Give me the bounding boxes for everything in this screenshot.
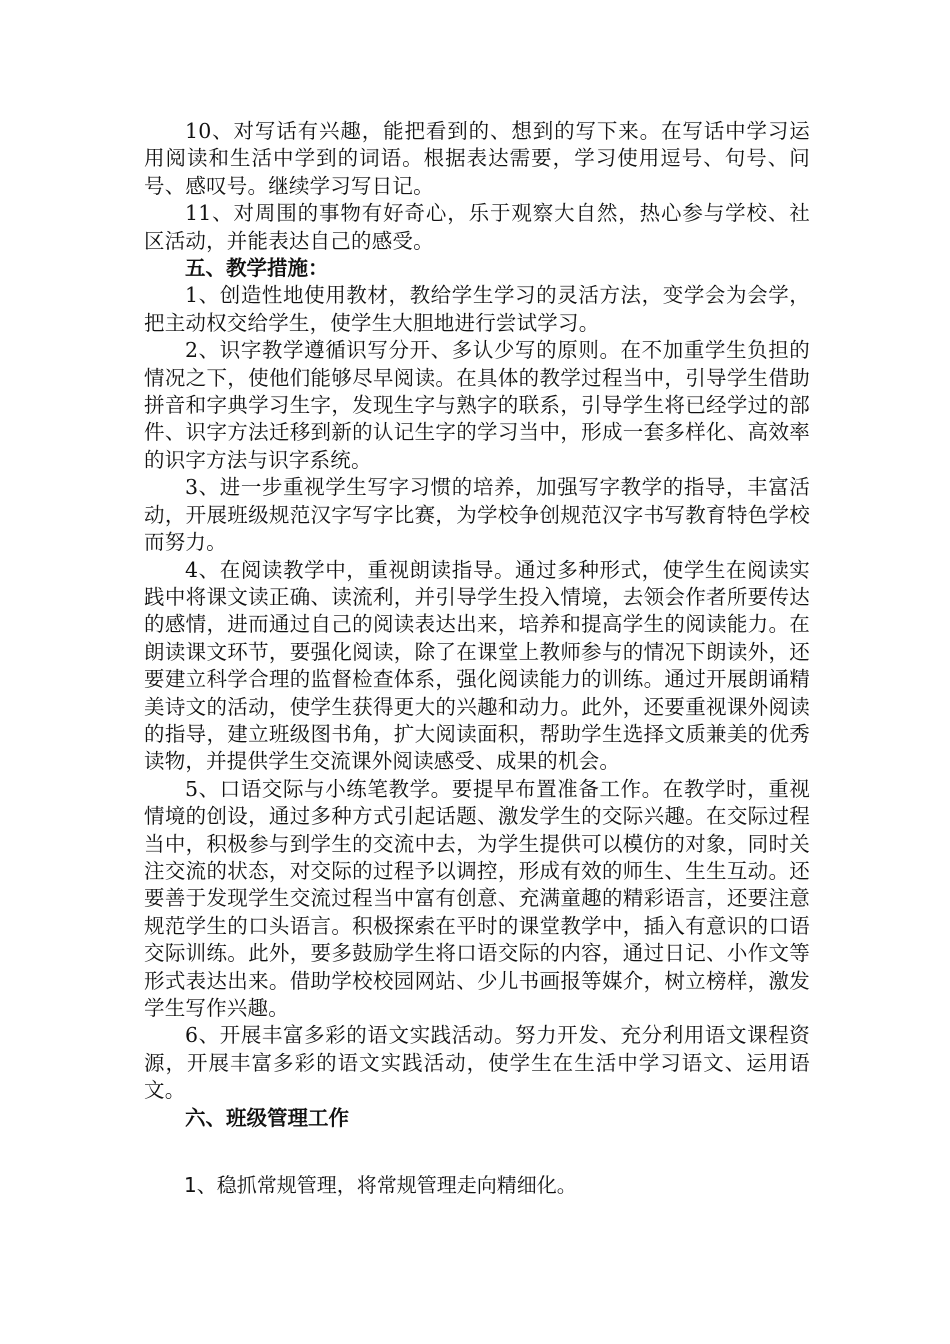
section-heading-class-management: 六、班级管理工作	[185, 1105, 349, 1130]
management-item-1: 1、稳抓常规管理，将常规管理走向精细化。	[184, 1173, 577, 1198]
document-page	[144, 118, 810, 1199]
measure-item-1: 1、创造性地使用教材，教给学生学习的灵活方法，变学会为会学，把主动权交给学生，使学生大胆地进行尝试学习。	[144, 283, 810, 335]
measure-item-5: 5、口语交际与小练笔教学。要提早布置准备工作。在教学时，重视情境的创设，通过多种方式引起话题、激发学生的交际兴趣。在交际过程当中，积极参与到学生的交流中去，为学生提供可以模仿的对象，同时关注交流的状态，对交际的过程予以调控，形成有效的师生、生生互动。还要善于发现学生交流过程当中富有创意、充满童趣的精彩语言，还要注意规范学生的口头语言。积极探索在平时的课堂教学中，插入有意识的口语交际训练。此外，要多鼓励学生将口语交际的内容，通过日记、小作文等形式表达出来。借助学校校园网站、少儿书画报等媒介，树立榜样，激发学生写作兴趣。	[144, 776, 810, 1020]
measure-item-3: 3、进一步重视学生写字习惯的培养，加强写字教学的指导，丰富活动，开展班级规范汉字写字比赛，为学校争创规范汉字书写教育特色学校而努力。	[144, 475, 810, 555]
paragraph-item-10: 10、对写话有兴趣，能把看到的、想到的写下来。在写话中学习运用阅读和生活中学到的词语。根据表达需要，学习使用逗号、句号、问号、感叹号。继续学习写日记。	[144, 119, 810, 198]
measure-item-4: 4、在阅读教学中，重视朗读指导。通过多种形式，使学生在阅读实践中将课文读正确、读流利，并引导学生投入情境，去领会作者所要传达的感情，进而通过自己的阅读表达出来，培养和提高学生的阅读能力。在朗读课文环节，要强化阅读，除了在课堂上教师参与的情况下朗读外，还要建立科学合理的监督检查体系，强化阅读能力的训练。通过开展朗诵精美诗文的活动，使学生获得更大的兴趣和动力。此外，还要重视课外阅读的指导，建立班级图书角，扩大阅读面积，帮助学生选择文质兼美的优秀读物，并提供学生交流课外阅读感受、成果的机会。	[144, 557, 810, 774]
measure-item-6: 6、开展丰富多彩的语文实践活动。努力开发、充分利用语文课程资源，开展丰富多彩的语文实践活动，使学生在生活中学习语文、运用语文。	[144, 1023, 810, 1103]
section-heading-teaching-measures: 五、教学措施：	[185, 256, 329, 281]
measure-item-2: 2、识字教学遵循识写分开、多认少写的原则。在不加重学生负担的情况之下，使他们能够尽早阅读。在具体的教学过程当中，引导学生借助拼音和字典学习生字，发现生字与熟字的联系，引导学生将已经学过的部件、识字方法迁移到新的认记生字的学习当中，形成一套多样化、高效率的识字方法与识字系统。	[144, 338, 810, 472]
paragraph-item-11: 11、对周围的事物有好奇心，乐于观察大自然，热心参与学校、社区活动，并能表达自己的感受。	[144, 201, 810, 253]
section-spacer	[144, 1132, 810, 1172]
